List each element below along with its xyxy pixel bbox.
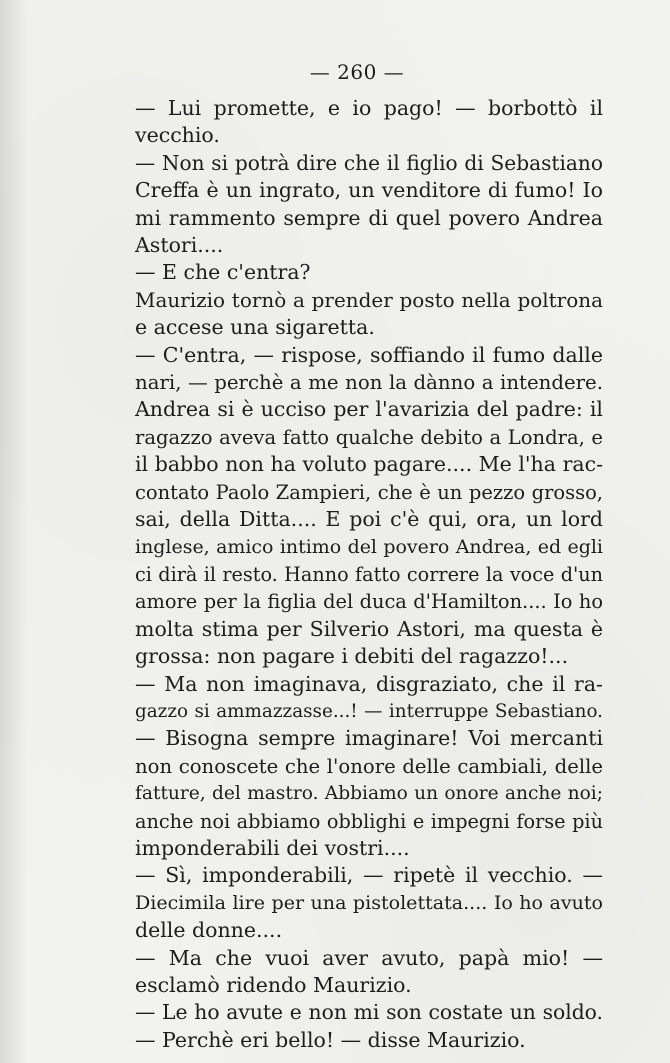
text-line: sai, della Ditta.... E poi c'è qui, ora, un lord: [135, 507, 603, 532]
text-line: Diecimila lire per una pistolettata.... Io ho avuto: [135, 891, 603, 914]
text-line: fatture, del mastro. Abbiamo un onore anche noi;: [135, 783, 603, 805]
text-line: amore per la figlia del duca d'Hamilton.... Io ho: [135, 590, 603, 614]
text-line: Creffa è un ingrato, un venditore di fumo! Io: [135, 178, 603, 203]
text-line: — Ma non imaginava, disgraziato, che il ra-: [135, 671, 603, 696]
text-line: Astori....: [135, 233, 224, 258]
text-line: — C'entra, — rispose, soffiando il fumo dalle: [135, 342, 603, 367]
text-line: — Sì, imponderabili, — ripetè il vecchio. —: [135, 863, 603, 888]
page-number: — 260 —: [309, 60, 405, 84]
text-line: imponderabili dei vostri....: [135, 835, 410, 860]
text-line: gazzo si ammazzasse...! — interruppe Sebastiano.: [135, 700, 603, 722]
text-line: vecchio.: [135, 123, 220, 148]
text-line: esclamò ridendo Maurizio.: [135, 973, 412, 997]
text-line: ragazzo aveva fatto qualche debito a Londra, e: [135, 425, 603, 449]
text-line: il babbo non ha voluto pagare.... Me l'ha rac-: [135, 452, 603, 477]
text-line: grossa: non pagare i debiti del ragazzo!...: [135, 644, 569, 669]
text-line: ci dirà il resto. Hanno fatto correre la voce d'un: [135, 562, 603, 586]
text-line: non conoscete che l'onore delle cambiali, delle: [135, 754, 603, 778]
page-gutter-shadow: [0, 0, 28, 1063]
text-line: — E che c'entra?: [135, 260, 311, 285]
text-line: — Non si potrà dire che il figlio di Sebastiano: [135, 150, 603, 175]
text-line: anche noi abbiamo obblighi e impegni forse più: [135, 809, 603, 833]
text-line: — Le ho avute e non mi son costate un soldo.: [135, 1000, 603, 1025]
text-line: contato Paolo Zampieri, che è un pezzo grosso,: [135, 480, 603, 504]
text-line: inglese, amico intimo del povero Andrea, ed egli: [135, 535, 603, 558]
text-line: — Bisogna sempre imaginare! Voi mercanti: [135, 726, 603, 751]
text-line: mi rammento sempre di quel povero Andrea: [135, 205, 603, 230]
text-line: nari, — perchè a me non la dànno a intendere.: [135, 371, 603, 395]
text-line: Andrea si è ucciso per l'avarizia del padre: il: [135, 397, 603, 422]
text-line: e accese una sigaretta.: [135, 315, 375, 340]
text-line: molta stima per Silverio Astori, ma questa è: [135, 616, 603, 641]
text-line: Maurizio tornò a prender posto nella poltrona: [135, 287, 603, 312]
text-line: delle donne....: [135, 918, 283, 943]
text-line: — Ma che vuoi aver avuto, papà mio! —: [135, 945, 603, 970]
page-text: [135, 95, 603, 1054]
text-line: — Lui promette, e io pago! — borbottò il: [135, 96, 603, 120]
text-line: — Perchè eri bello! — disse Maurizio.: [135, 1027, 526, 1052]
